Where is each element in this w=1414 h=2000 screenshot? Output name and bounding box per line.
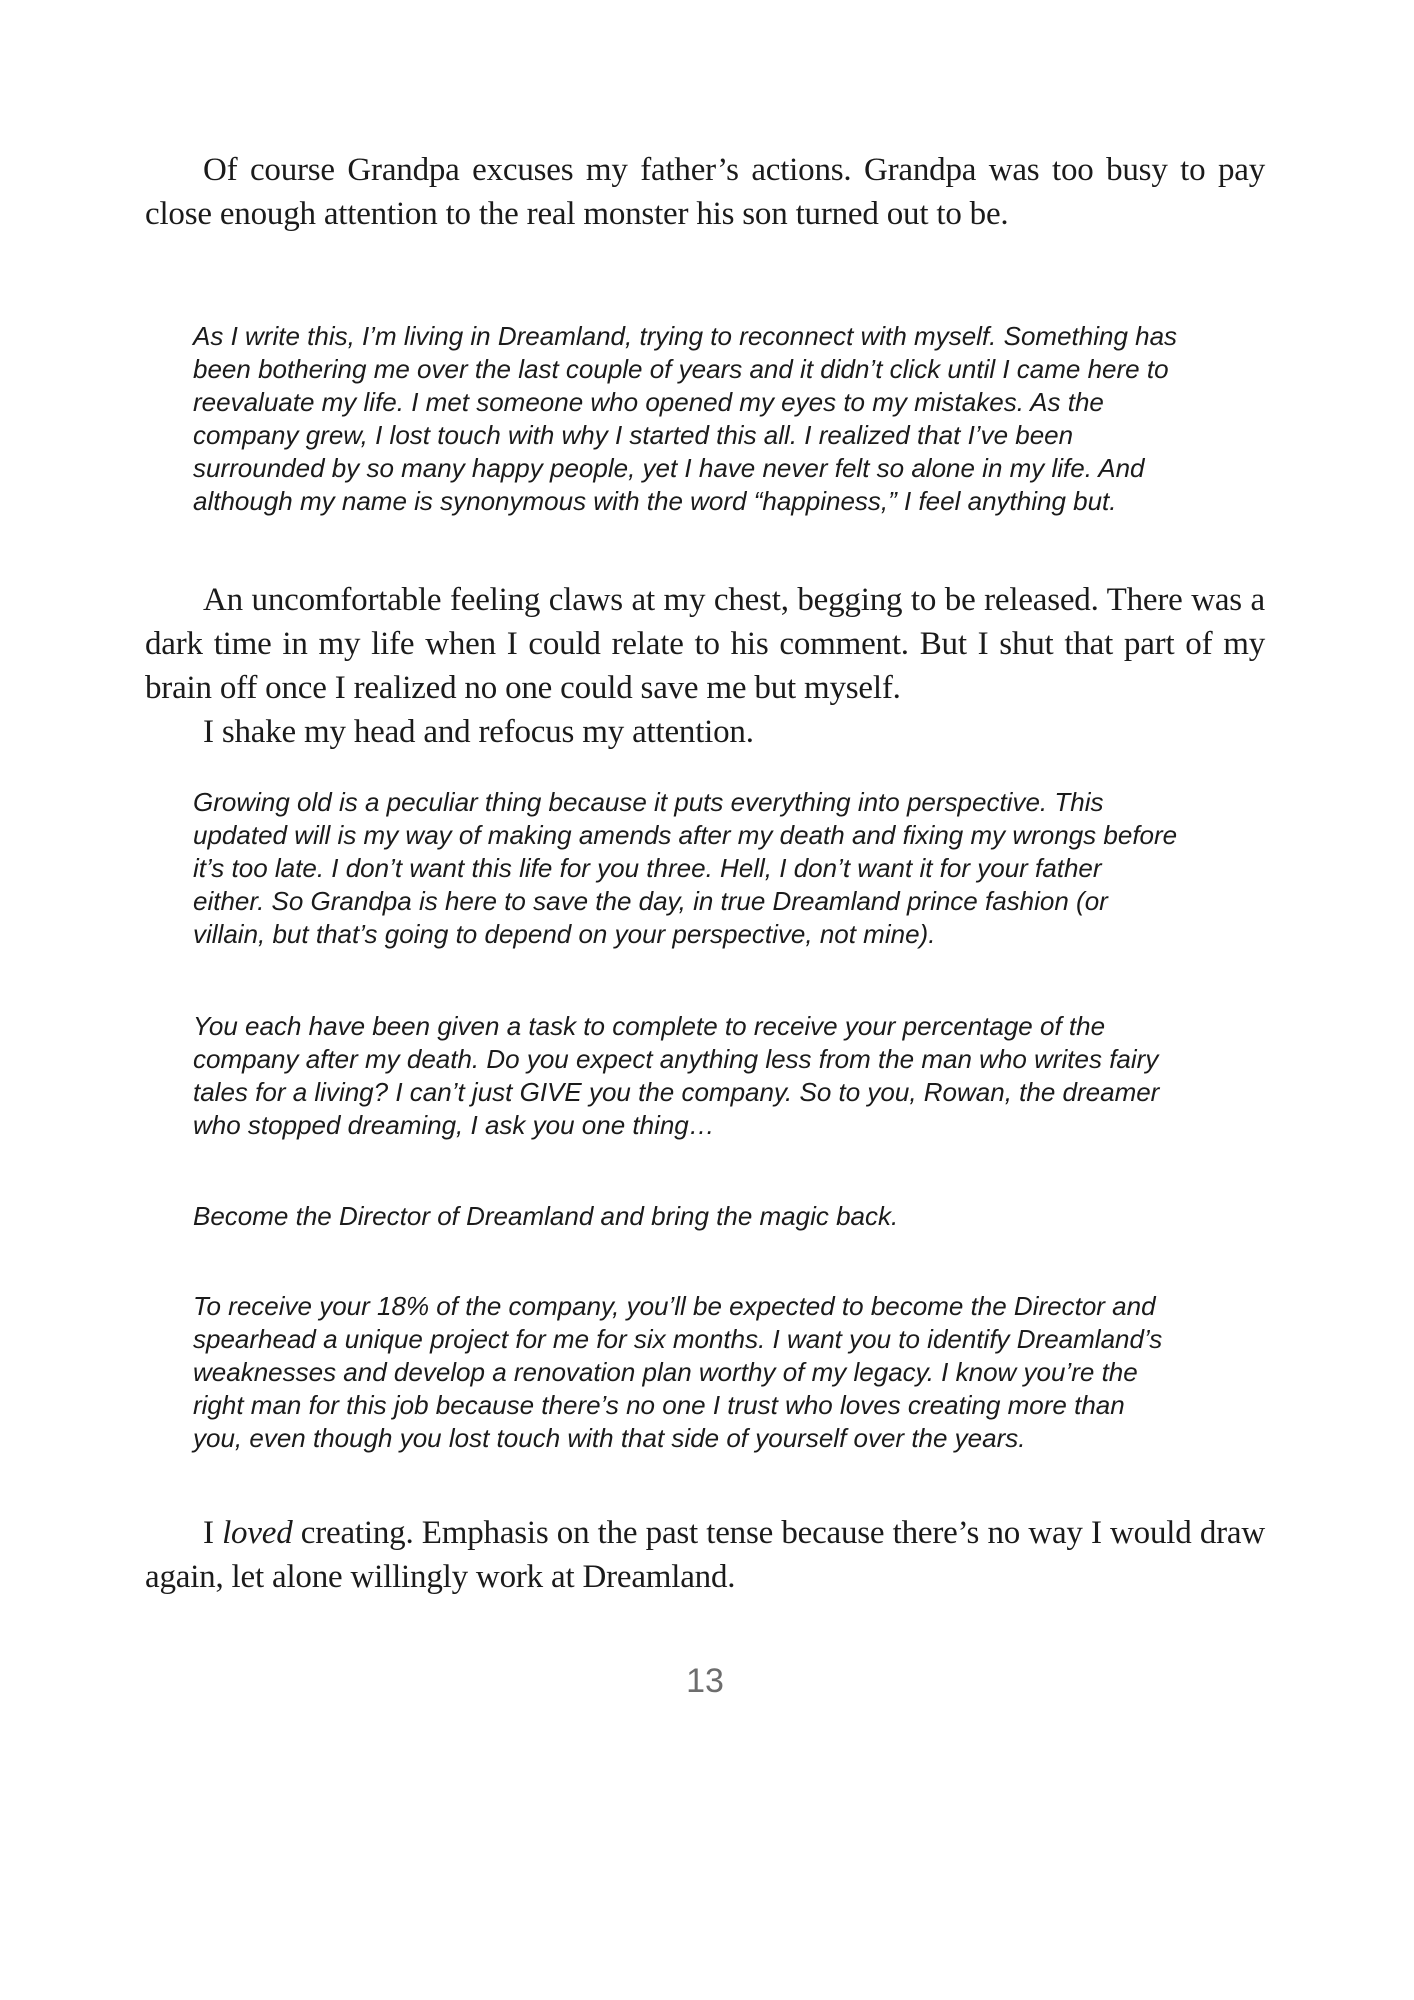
- letter-excerpt-4: Become the Director of Dreamland and bring the magic back.: [193, 1201, 899, 1231]
- page-content: [145, 0, 1265, 1701]
- narration-paragraph-4-pre: I: [203, 1515, 223, 1551]
- narration-paragraph-1: Of course Grandpa excuses my father’s actions. Grandpa was too busy to pay close enough attention to the real monster his son turned out to be.: [145, 152, 1265, 232]
- letter-excerpt-1: As I write this, I’m living in Dreamland, trying to reconnect with myself. Something has been bothering me over the last couple of years and it didn’t click until I came here to reevaluate my life. I met someone who opened my eyes to my mistakes. As the company grew, I lost touch with why I started this all. I realized that I’ve been surrounded by so many happy people, yet I have never felt so alone in my life. And although my name is synonymous with the word “happiness,” I feel anything but.: [193, 321, 1178, 516]
- letter-excerpt-3: You each have been given a task to complete to receive your percentage of the company after my death. Do you expect anything less from the man who writes fairy tales for a living? I can’t just GIVE you the company. So to you, Rowan, the dreamer who stopped dreaming, I ask you one thing…: [193, 1011, 1160, 1140]
- narration-paragraph-4-post: creating. Emphasis on the past tense because there’s no way I would draw again, let alone willingly work at Dreamland.: [145, 1515, 1265, 1595]
- letter-excerpt-2: Growing old is a peculiar thing because it puts everything into perspective. This updated will is my way of making amends after my death and fixing my wrongs before it’s too late. I don’t want this life for you three. Hell, I don’t want it for your father either. So Grandpa is here to save the day, in true Dreamland prince fashion (or villain, but that’s going to depend on your perspective, not mine).: [193, 787, 1178, 949]
- narration-paragraph-4-emphasis: loved: [222, 1515, 293, 1551]
- page-number: 13: [686, 1662, 724, 1700]
- narration-paragraph-3: I shake my head and refocus my attention.: [203, 714, 754, 750]
- narration-paragraph-2: An uncomfortable feeling claws at my chest, begging to be released. There was a dark time in my life when I could relate to his comment. But I shut that part of my brain off once I realized no one could save me but myself.: [145, 582, 1265, 706]
- letter-excerpt-5: To receive your 18% of the company, you’ll be expected to become the Director and spearhead a unique project for me for six months. I want you to identify Dreamland’s weaknesses and develop a renovation plan worthy of my legacy. I know you’re the right man for this job because there’s no one I trust who loves creating more than you, even though you lost touch with that side of yourself over the years.: [193, 1291, 1163, 1453]
- narration-paragraph-4: [145, 1511, 1265, 1599]
